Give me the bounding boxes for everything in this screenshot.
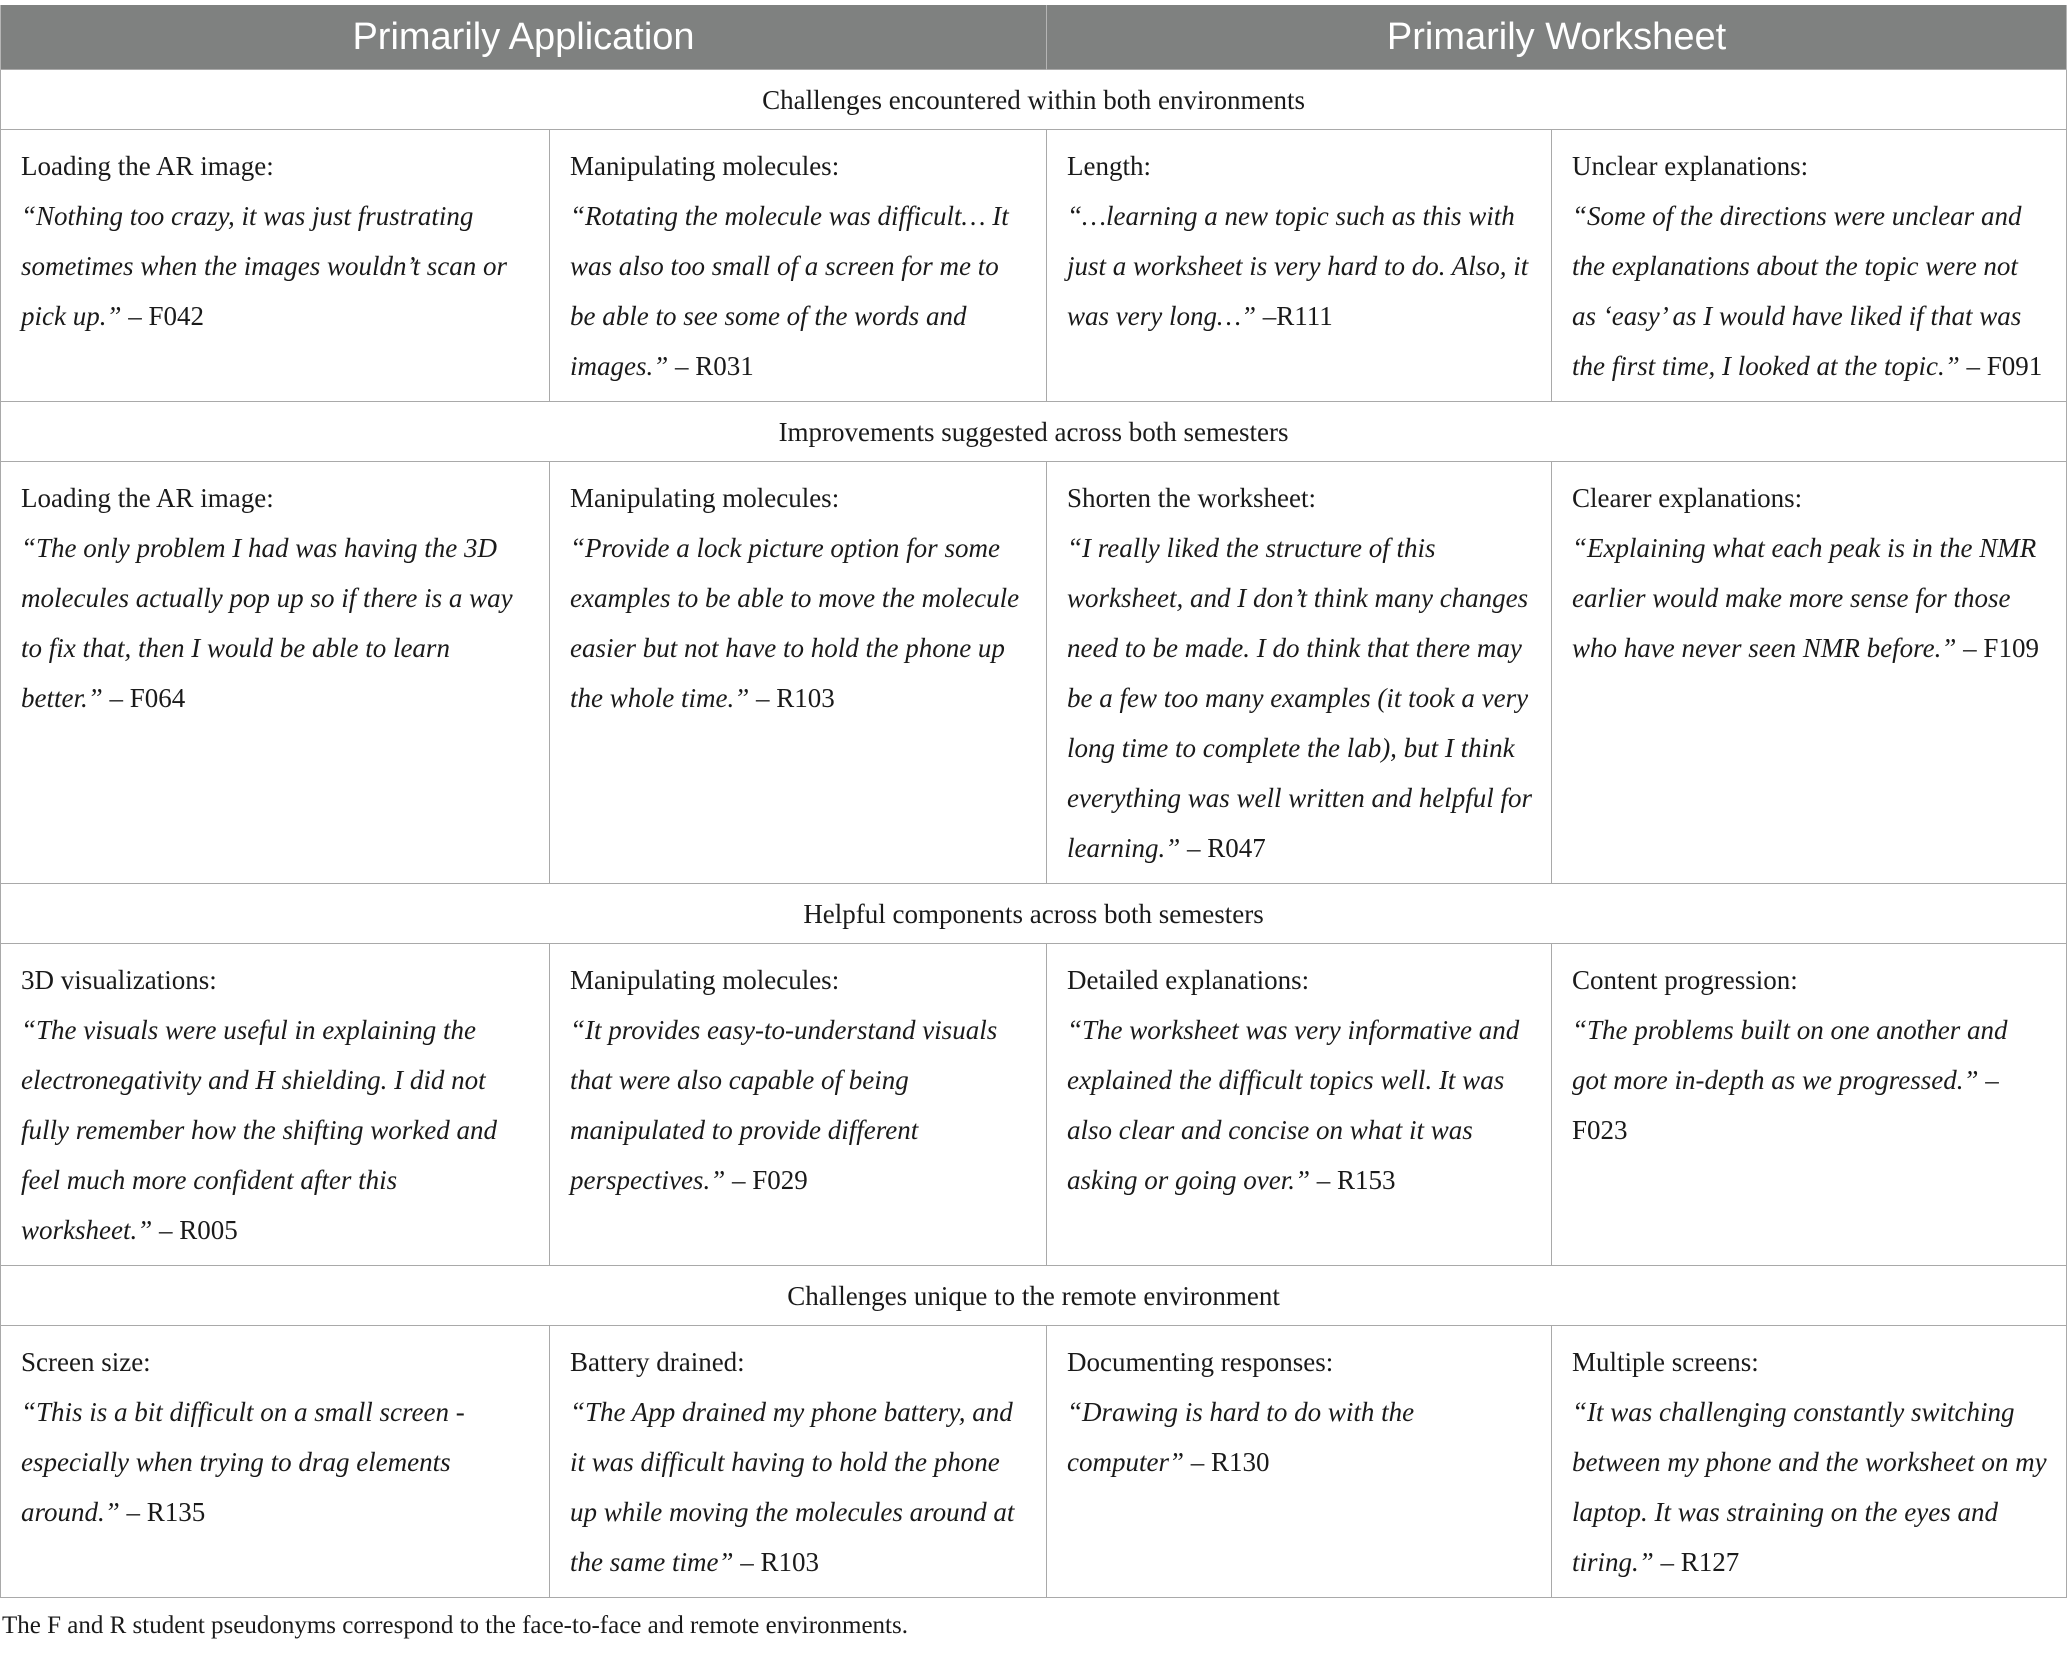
cell-respondent-id: – R047 bbox=[1180, 833, 1266, 863]
section-title: Helpful components across both semesters bbox=[1, 884, 2067, 944]
table-cell bbox=[1552, 1326, 2067, 1598]
cell-quote: “It was challenging constantly switching between my phone and the worksheet on my laptop. It was straining on the eyes and tiring.” bbox=[1572, 1397, 2047, 1577]
cell-quote: “The App drained my phone battery, and it was difficult having to hold the phone up while moving the molecules around at the same time” bbox=[570, 1397, 1015, 1577]
table-row bbox=[1, 130, 2067, 402]
cell-respondent-id: – R103 bbox=[749, 683, 835, 713]
cell-quote: “I really liked the structure of this worksheet, and I don’t think many changes need to be made. I do think that there may be a few too many examples (it took a very long time to complete the lab), but I think everything was well written and helpful for learning.” bbox=[1067, 533, 1532, 863]
cell-label: Manipulating molecules: bbox=[570, 965, 840, 995]
section-header-row bbox=[1, 70, 2067, 130]
cell-quote: “It provides easy-to-understand visuals that were also capable of being manipulated to provide different perspectives.” bbox=[570, 1015, 998, 1195]
table-cell bbox=[1, 1326, 550, 1598]
table-cell bbox=[550, 944, 1047, 1266]
section-title: Challenges encountered within both environments bbox=[1, 70, 2067, 130]
cell-respondent-id: – F091 bbox=[1959, 351, 2043, 381]
table-cell bbox=[1047, 944, 1552, 1266]
cell-respondent-id: – F042 bbox=[121, 301, 205, 331]
cell-label: Documenting responses: bbox=[1067, 1347, 1334, 1377]
findings-table bbox=[0, 5, 2067, 1598]
cell-respondent-id: – R031 bbox=[668, 351, 754, 381]
header-primarily-application: Primarily Application bbox=[1, 5, 1047, 70]
table-cell bbox=[550, 1326, 1047, 1598]
cell-respondent-id: – R135 bbox=[119, 1497, 206, 1527]
cell-quote: “Drawing is hard to do with the computer” bbox=[1067, 1397, 1415, 1477]
cell-label: Manipulating molecules: bbox=[570, 151, 840, 181]
table-footnote: The F and R student pseudonyms correspond to the face-to-face and remote environments. bbox=[2, 1612, 908, 1639]
section-header-row bbox=[1, 1266, 2067, 1326]
table-cell bbox=[550, 462, 1047, 884]
cell-label: Length: bbox=[1067, 151, 1151, 181]
header-row bbox=[1, 5, 2067, 70]
cell-respondent-id: – R103 bbox=[733, 1547, 819, 1577]
table-row bbox=[1, 462, 2067, 884]
cell-respondent-id: – F064 bbox=[102, 683, 186, 713]
cell-quote: “Explaining what each peak is in the NMR earlier would make more sense for those who have never seen NMR before.” bbox=[1572, 533, 2037, 663]
cell-quote: “Nothing too crazy, it was just frustrating sometimes when the images wouldn’t scan or pick up.” bbox=[21, 201, 507, 331]
table-cell bbox=[1047, 130, 1552, 402]
cell-respondent-id: – R153 bbox=[1310, 1165, 1396, 1195]
cell-label: Clearer explanations: bbox=[1572, 483, 1803, 513]
cell-quote: “This is a bit difficult on a small screen - especially when trying to drag elements around.” bbox=[21, 1397, 465, 1527]
cell-quote: “Some of the directions were unclear and the explanations about the topic were not as ‘easy’ as I would have liked if that was the first time, I looked at the topic.” bbox=[1572, 201, 2022, 381]
cell-label: Battery drained: bbox=[570, 1347, 745, 1377]
table-cell bbox=[1, 944, 550, 1266]
cell-quote: “The visuals were useful in explaining the electronegativity and H shielding. I did not fully remember how the shifting worked and feel much more confident after this worksheet.” bbox=[21, 1015, 497, 1245]
table-cell bbox=[1, 130, 550, 402]
section-title: Improvements suggested across both semesters bbox=[1, 402, 2067, 462]
cell-quote: “Provide a lock picture option for some examples to be able to move the molecule easier but not have to hold the phone up the whole time.” bbox=[570, 533, 1020, 713]
table-cell bbox=[1552, 462, 2067, 884]
table-cell bbox=[1, 462, 550, 884]
cell-label: Manipulating molecules: bbox=[570, 483, 840, 513]
table-row bbox=[1, 944, 2067, 1266]
cell-label: Multiple screens: bbox=[1572, 1347, 1759, 1377]
cell-quote: “The problems built on one another and got more in-depth as we progressed.” bbox=[1572, 1015, 2008, 1095]
table-cell bbox=[1047, 462, 1552, 884]
cell-respondent-id: – F109 bbox=[1956, 633, 2039, 663]
cell-label: 3D visualizations: bbox=[21, 965, 217, 995]
section-title: Challenges unique to the remote environment bbox=[1, 1266, 2067, 1326]
table-cell bbox=[550, 130, 1047, 402]
cell-respondent-id: – R130 bbox=[1184, 1447, 1270, 1477]
cell-label: Loading the AR image: bbox=[21, 151, 274, 181]
cell-label: Shorten the worksheet: bbox=[1067, 483, 1316, 513]
cell-respondent-id: – R127 bbox=[1653, 1547, 1740, 1577]
cell-label: Detailed explanations: bbox=[1067, 965, 1310, 995]
cell-label: Unclear explanations: bbox=[1572, 151, 1809, 181]
cell-respondent-id: – R005 bbox=[152, 1215, 238, 1245]
table-cell bbox=[1552, 130, 2067, 402]
cell-label: Content progression: bbox=[1572, 965, 1798, 995]
cell-respondent-id: – F029 bbox=[725, 1165, 808, 1195]
cell-quote: “The worksheet was very informative and explained the difficult topics well. It was also clear and concise on what it was asking or going over.” bbox=[1067, 1015, 1520, 1195]
table-cell bbox=[1047, 1326, 1552, 1598]
cell-respondent-id: –R111 bbox=[1256, 301, 1333, 331]
section-header-row bbox=[1, 402, 2067, 462]
cell-quote: “…learning a new topic such as this with just a worksheet is very hard to do. Also, it was very long…” bbox=[1067, 201, 1529, 331]
table-row bbox=[1, 1326, 2067, 1598]
cell-respondent-id: – F023 bbox=[1572, 1065, 1999, 1145]
section-header-row bbox=[1, 884, 2067, 944]
cell-label: Screen size: bbox=[21, 1347, 151, 1377]
cell-quote: “The only problem I had was having the 3D molecules actually pop up so if there is a way to fix that, then I would be able to learn better.” bbox=[21, 533, 513, 713]
cell-label: Loading the AR image: bbox=[21, 483, 274, 513]
cell-quote: “Rotating the molecule was difficult… It was also too small of a screen for me to be able to see some of the words and images.” bbox=[570, 201, 1009, 381]
table-cell bbox=[1552, 944, 2067, 1266]
table-container bbox=[0, 5, 2067, 1643]
header-primarily-worksheet: Primarily Worksheet bbox=[1047, 5, 2067, 70]
